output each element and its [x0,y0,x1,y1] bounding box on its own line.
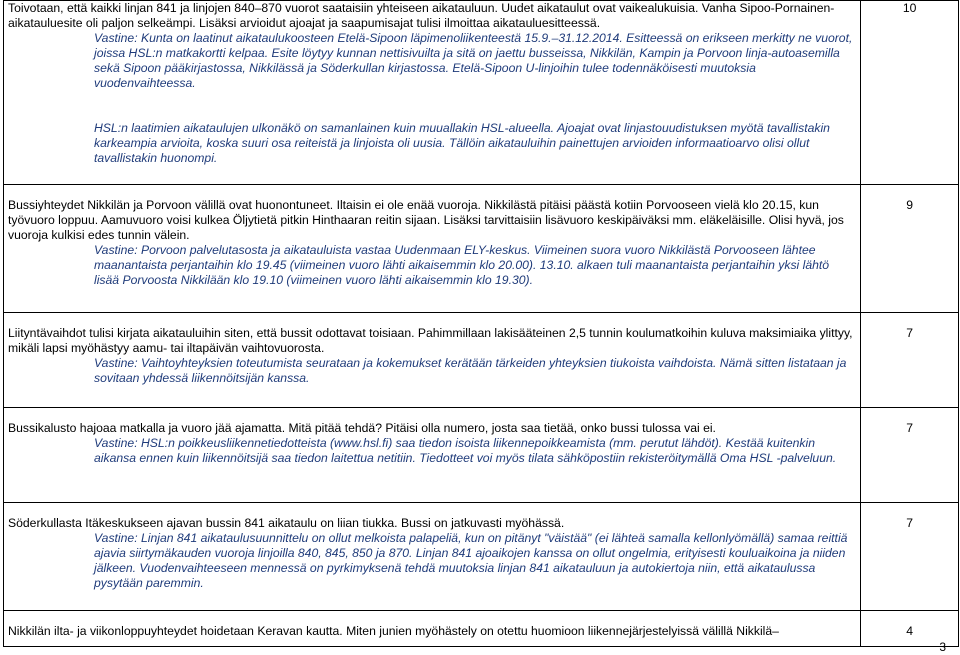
count-cell: 10 [861,1,959,185]
table-row [4,408,959,503]
feedback-comment: Toivotaan, että kaikki linjan 841 ja linjojen 840–870 vuorot saataisiin yhteiseen aikatauluun. Uudet aikataulut ovat vaikealukuisia. Vanha Sipoo-Pornainen-aikatauluesite oli paljon selkeämpi. Lisäksi arvioidut ajoajat ja saapumisajat tulisi ilmoittaa aikatauluesitteessä. [8,1,835,30]
count-cell: 7 [861,408,959,503]
feedback-cell [4,503,861,611]
feedback-table [3,0,959,647]
page-number: 3 [939,640,946,654]
feedback-cell [4,408,861,503]
table-row [4,503,959,611]
table-row [4,611,959,647]
feedback-comment: Bussiyhteydet Nikkilän ja Porvoon välillä ovat huonontuneet. Iltaisin ei ole enää vuoroja. Nikkilästä pitäisi päästä kotiin Porvooseen vielä klo 20.15, kun työvuoro loppuu. Aamuvuoro voisi kulkea Öljytietä pitkin Hinthaaran reitin sijaan. Lisäksi tarvittaisiin lisävuoro keskipäiväksi mm. eläkeläisille. Olisi hyvä, jos vuoroja kulkisi edes tunnin välein. [8,198,844,242]
feedback-cell [4,611,861,647]
response-text: Vastine: Kunta on laatinut aikataulukoosteen Etelä-Sipoon läpimenoliikenteestä 15.9.–31.12.2014. Esitteessä on erikseen merkitty ne vuorot, joissa HSL:n matkakortti kelpaa. Esite löytyy kunnan nettisivuilta ja sitä on jaettu busseissa, Nikkilän, Kampin ja Porvoon linja-autoasemilla sekä Sipoon pääkirjastossa, Nikkilässä ja Söderkullan kirjastossa. Etelä-Sipoon U-linjoihin tulee todennäköisesti muutoksia vuodenvaihteessa. [94,31,853,90]
table-row [4,185,959,313]
response-text: Vastine: Linjan 841 aikataulusuunnittelu on ollut melkoista palapeliä, kun on pitänyt "väistää" (ei lähteä samalla kellonlyömällä) samaa reittiä ajavia siirtymäkauden vuoroja linjoilla 840, 845, 850 ja 870. Linjan 841 ajoaikojen kanssa on ollut ongelmia, erityisesti kouluaikoina ja niiden jälkeen. Vuodenvaihteeseen mennessä on pyrkimyksenä tehdä muutoksia linjan 841 aikatauluun ja autokiertoja niin, että aikataulussa pysytään paremmin. [94,531,848,590]
response-text: Vastine: Porvoon palvelutasosta ja aikatauluista vastaa Uudenmaan ELY-keskus. Viimeinen suora vuoro Nikkilästä Porvooseen lähtee maanantaista perjantaihin klo 19.45 (viimeinen vuoro lähti aikaisemmin klo 20.00). 13.10. alkaen tuli maanantaista perjantaihin yksi lähtö lisää Porvoosta Nikkilään klo 19.10 (viimeinen vuoro lähti aikaisemmin klo 19.30). [94,243,830,287]
feedback-cell [4,1,861,185]
response-text: Vastine: HSL:n poikkeusliikennetiedotteista (www.hsl.fi) saa tiedon isoista liikennepoikkeamista (mm. perutut lähdöt). Kestää kuitenkin aikansa ennen kuin liikennöitsijä saa tiedon laitettua netitiin. Tiedotteet voi myös tilata sähköpostiin rekisteröitymällä Oma HSL -palveluun. [94,436,837,465]
feedback-comment: Nikkilän ilta- ja viikonloppuyhteydet hoidetaan Keravan kautta. Miten junien myöhästely on otettu huomioon liikennejärjestelyissä välillä Nikkilä– [8,624,779,638]
count-cell: 4 [861,611,959,647]
feedback-comment: Liityntävaihdot tulisi kirjata aikatauluihin siten, että bussit odottavat toisiaan. Pahimmillaan lakisääteinen 2,5 tunnin koulumatkoihin kuluva maksimiaika ylittyy, mikäli lapsi myöhästyy aamu- tai iltapäivän vaihtovuorosta. [8,326,853,355]
table-row [4,313,959,408]
feedback-comment: Bussikalusto hajoaa matkalla ja vuoro jää ajamatta. Mitä pitää tehdä? Pitäisi olla numero, josta saa tietää, onko bussi tulossa vai ei. [8,421,716,435]
feedback-cell [4,185,861,313]
response-text-extra: HSL:n laatimien aikataulujen ulkonäkö on samanlainen kuin muuallakin HSL-alueella. Ajoajat ovat linjastouudistuksen myötä tavallistakin karkeampia arvioita, koska suuri osa reiteistä ja linjoista oli uusia. Tällöin aikatauluihin painettujen arvioiden informaatioarvo olisi ollut tavallistakin huonompi. [94,121,830,165]
count-cell: 7 [861,313,959,408]
feedback-cell [4,313,861,408]
response-text: Vastine: Vaihtoyhteyksien toteutumista seurataan ja kokemukset kerätään tärkeiden yhteyksien tiukoista vaihdoista. Nämä sitten listataan ja sovitaan yhdessä liikennöitsijän kanssa. [94,356,847,385]
table-row [4,1,959,185]
count-cell: 7 [861,503,959,611]
feedback-comment: Söderkullasta Itäkeskukseen ajavan bussin 841 aikataulu on liian tiukka. Bussi on jatkuvasti myöhässä. [8,516,565,530]
count-cell: 9 [861,185,959,313]
